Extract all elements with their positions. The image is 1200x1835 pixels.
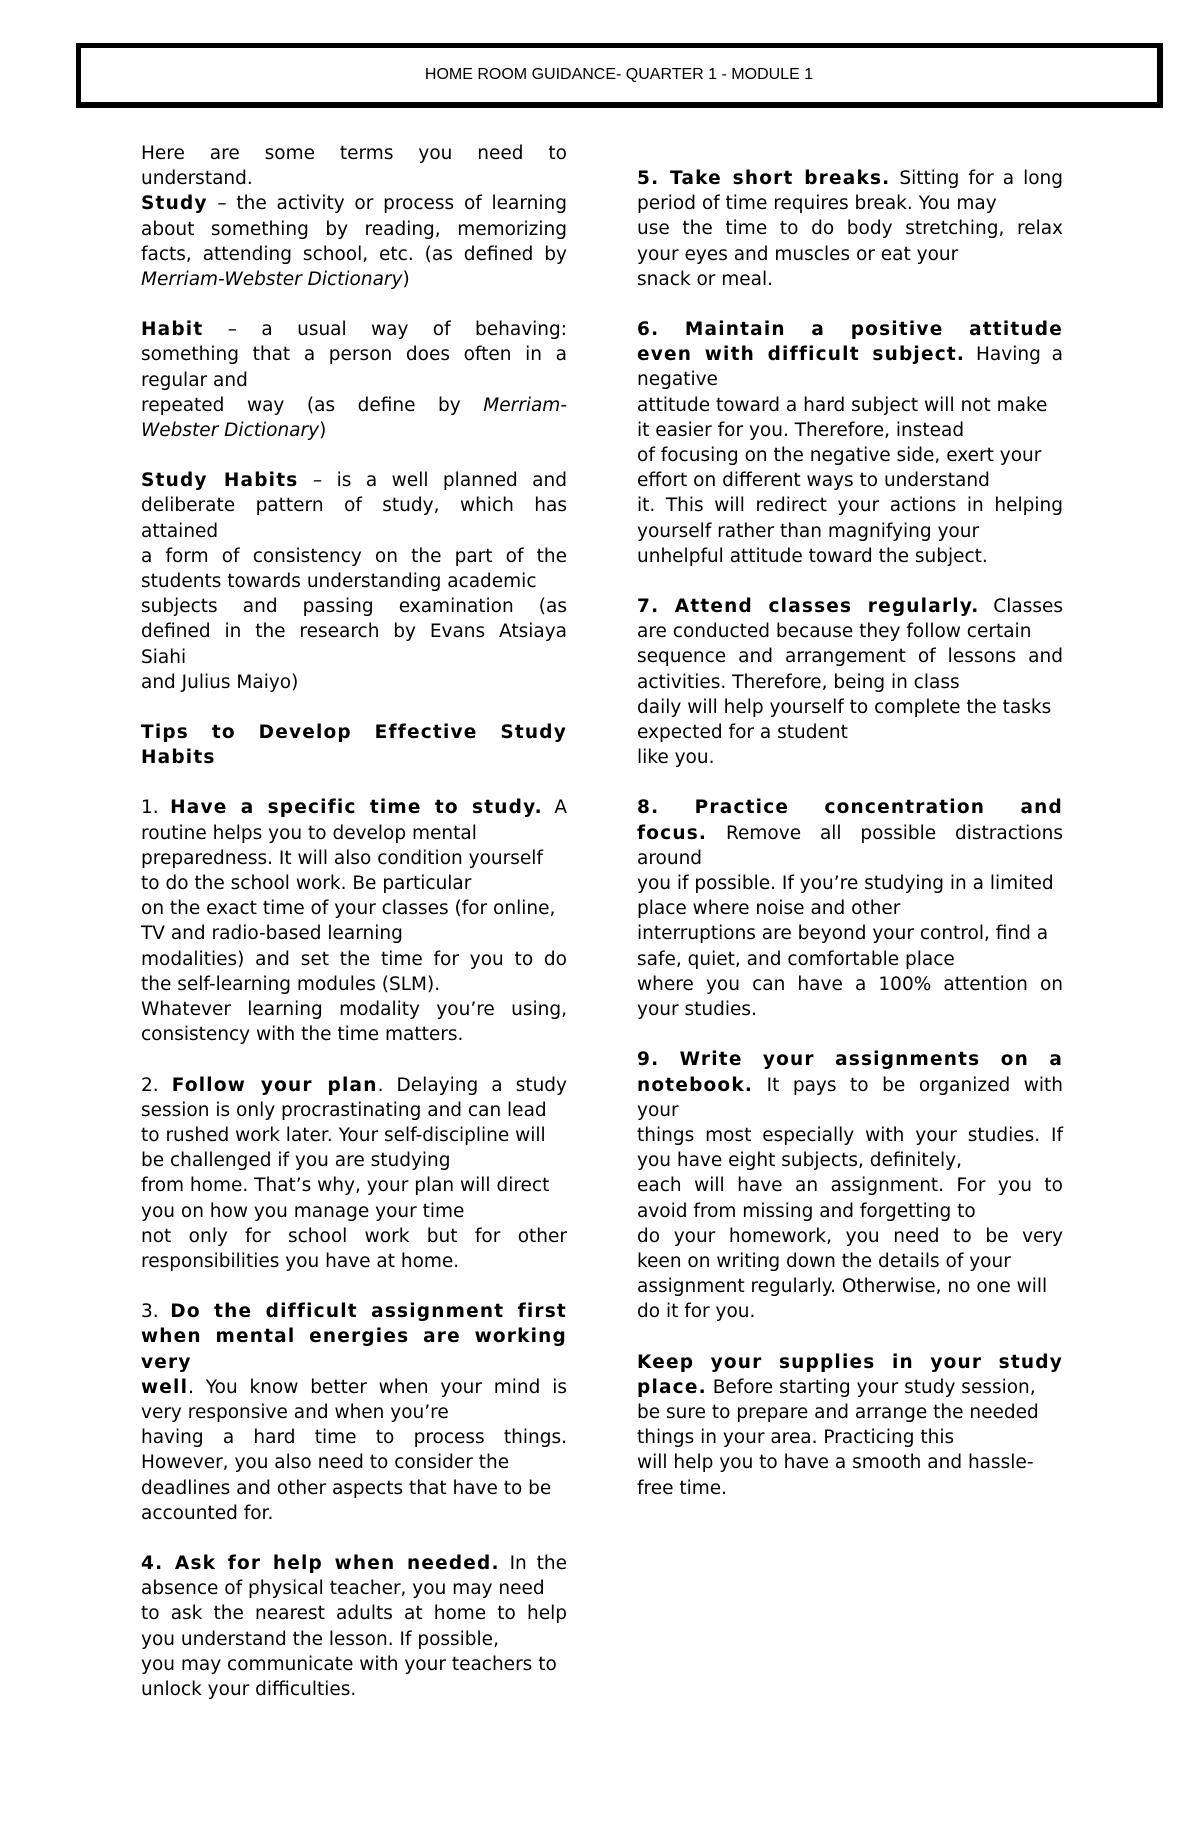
tip-heading: Have a specific time to study. <box>170 797 543 819</box>
tip-line: you may communicate with your teachers to <box>141 1653 557 1675</box>
intro-line: Here are some terms you need to <box>141 143 567 164</box>
tip-line: to do the school work. Be particular <box>141 873 472 895</box>
tip-line: to rushed work later. Your self-discipline will <box>141 1124 546 1146</box>
tip-line: your studies. <box>637 999 757 1021</box>
tip-line: it easier for you. Therefore, instead <box>637 419 965 441</box>
source-citation: Webster Dictionary <box>141 420 320 442</box>
tip-line: daily will help yourself to complete the tasks <box>637 696 1052 718</box>
tip-heading: 7. Attend classes regularly. <box>637 596 980 618</box>
tip-line: routine helps you to develop mental <box>141 822 477 844</box>
tip-9 <box>637 1047 1063 1072</box>
tip-line: snack or meal. <box>637 268 774 290</box>
tip-line: on the exact time of your classes (for online, <box>141 898 556 920</box>
tip-line: will help you to have a smooth and hassle- <box>637 1452 1034 1474</box>
definition-line: attained <box>141 520 219 542</box>
tip-line: even with difficult subject. Having a <box>637 344 1064 366</box>
definition-line: and Julius Maiyo) <box>141 671 299 693</box>
tip-line: accounted for. <box>141 1502 274 1524</box>
definition-study: Study – the activity or process of learning <box>141 193 567 215</box>
section-title: Tips to Develop Effective Study <box>141 722 567 744</box>
tip-line: consistency with the time matters. <box>141 1024 464 1046</box>
tip-heading-line: very <box>141 1351 192 1373</box>
tip-line: TV and radio-based learning <box>141 923 403 945</box>
tip-line: be sure to prepare and arrange the needed <box>637 1401 1039 1423</box>
term-habit: Habit <box>141 319 204 341</box>
tip-line: use the time to do body stretching, relax <box>637 218 1063 240</box>
tip-line: avoid from missing and forgetting to <box>637 1200 976 1222</box>
definition-line: Webster Dictionary) <box>141 420 327 442</box>
term-study-habits: Study Habits <box>141 470 299 492</box>
tip-4: 4. Ask for help when needed. In the <box>141 1552 567 1574</box>
tip-6 <box>637 317 1063 342</box>
tip-10 <box>637 1350 1063 1375</box>
tip-line: be challenged if you are studying <box>141 1150 451 1172</box>
tip-heading-line: when mental energies are working <box>141 1326 567 1348</box>
tip-line: very responsive and when you’re <box>141 1401 449 1423</box>
tip-line: attitude toward a hard subject will not make <box>637 394 1048 416</box>
tip-1: 1. Have a specific time to study. A <box>141 797 567 819</box>
tip-line: are conducted because they follow certain <box>637 621 1032 643</box>
tip-heading: 4. Ask for help when needed. <box>141 1552 500 1574</box>
tip-line: where you can have a 100% attention on <box>637 973 1063 995</box>
definition-line: facts, attending school, etc. (as defined by <box>141 243 567 265</box>
tip-line: unhelpful attitude toward the subject. <box>637 545 988 567</box>
tip-7: 7. Attend classes regularly. Classes <box>637 596 1063 618</box>
tip-line: it. This will redirect your actions in helping <box>637 495 1063 517</box>
definition-study-habits: Study Habits – is a well planned and <box>141 470 567 492</box>
definition-line: about something by reading, memorizing <box>141 218 567 240</box>
tip-line: expected for a student <box>637 722 848 744</box>
tip-line: session is only procrastinating and can lead <box>141 1099 547 1121</box>
definition-line: a form of consistency on the part of the <box>141 545 567 567</box>
tip-line: interruptions are beyond your control, find a <box>637 923 1049 945</box>
tip-heading: Keep your supplies in your study <box>637 1351 1063 1373</box>
tip-line: your eyes and muscles or eat your <box>637 243 959 265</box>
header-title: HOME ROOM GUIDANCE- QUARTER 1 - MODULE 1 <box>424 66 814 83</box>
tip-line: each will have an assignment. For you to <box>637 1175 1063 1197</box>
definition-line: students towards understanding academic <box>141 571 537 593</box>
tip-line: do your homework, you need to be very <box>637 1225 1063 1247</box>
intro-line: understand. <box>141 168 253 190</box>
definition-line: Merriam-Webster Dictionary) <box>141 269 410 291</box>
tip-line: modalities) and set the time for you to do <box>141 948 567 970</box>
tip-line: your <box>637 1099 679 1121</box>
tip-line: preparedness. It will also condition yourself <box>141 847 543 869</box>
tip-line: effort on different ways to understand <box>637 470 990 492</box>
tip-line: sequence and arrangement of lessons and <box>637 646 1063 668</box>
tip-8 <box>637 795 1063 820</box>
tip-line: negative <box>637 369 718 391</box>
tip-line: around <box>637 847 703 869</box>
tip-heading: 9. Write your assignments on a <box>637 1049 1063 1071</box>
tip-line: things most especially with your studies. If <box>637 1124 1063 1146</box>
tip-line: place where noise and other <box>637 898 901 920</box>
tip-line: However, you also need to consider the <box>141 1452 510 1474</box>
tip-line: free time. <box>637 1477 728 1499</box>
tip-line: responsibilities you have at home. <box>141 1250 460 1272</box>
tip-line: like you. <box>637 747 715 769</box>
definition-line: regular and <box>141 369 248 391</box>
left-column <box>141 141 567 1702</box>
tip-3: 3. Do the difficult assignment first <box>141 1301 567 1323</box>
tip-heading: Do the difficult assignment first <box>170 1301 567 1323</box>
tip-line: Whatever learning modality you’re using, <box>141 999 567 1021</box>
tip-line: period of time requires break. You may <box>637 193 997 215</box>
definition-habit: Habit – a usual way of behaving: <box>141 319 567 341</box>
tip-line: keen on writing down the details of your <box>637 1250 1011 1272</box>
definition-line: repeated way (as define by Merriam- <box>141 394 567 416</box>
tip-line: things in your area. Practicing this <box>637 1427 955 1449</box>
tip-line: not only for school work but for other <box>141 1225 567 1247</box>
tip-line: having a hard time to process things. <box>141 1427 567 1449</box>
tip-heading: 6. Maintain a positive attitude <box>637 319 1063 341</box>
tip-heading: 5. Take short breaks. <box>637 168 891 189</box>
tip-line: you on how you manage your time <box>141 1200 465 1222</box>
tip-line: of focusing on the negative side, exert your <box>637 445 1042 467</box>
tip-2: 2. Follow your plan. Delaying a study <box>141 1074 567 1096</box>
tip-line: well. You know better when your mind is <box>141 1376 567 1398</box>
tip-line: do it for you. <box>637 1301 756 1323</box>
definition-line: subjects and passing examination (as <box>141 596 567 618</box>
section-title: Habits <box>141 747 216 769</box>
module-header <box>76 43 1163 108</box>
tip-heading: Follow your plan <box>171 1074 378 1096</box>
tip-line: assignment regularly. Otherwise, no one will <box>637 1276 1048 1298</box>
tip-line: you if possible. If you’re studying in a limited <box>637 873 1054 895</box>
definition-line: Siahi <box>141 646 187 668</box>
tip-line: focus. Remove all possible distractions <box>637 822 1063 844</box>
tip-line: notebook. It pays to be organized with <box>637 1074 1063 1096</box>
tip-line: unlock your difficulties. <box>141 1678 357 1700</box>
tip-line: place. Before starting your study session, <box>637 1376 1036 1398</box>
tip-line: absence of physical teacher, you may need <box>141 1578 545 1600</box>
tip-line: activities. Therefore, being in class <box>637 671 960 693</box>
right-column <box>637 166 1063 1501</box>
tip-line: safe, quiet, and comfortable place <box>637 948 955 970</box>
definition-line: defined in the research by Evans Atsiaya <box>141 621 567 643</box>
tip-line: yourself rather than magnifying your <box>637 520 980 542</box>
tip-heading: 8. Practice concentration and <box>637 797 1063 819</box>
source-citation: Merriam-Webster Dictionary <box>141 269 403 291</box>
source-citation: Merriam- <box>483 394 567 416</box>
tip-line: you have eight subjects, definitely, <box>637 1150 962 1172</box>
definition-line: deliberate pattern of study, which has <box>141 495 567 517</box>
tip-line: you understand the lesson. If possible, <box>141 1628 499 1650</box>
tip-line: from home. That’s why, your plan will direct <box>141 1175 550 1197</box>
definition-line: something that a person does often in a <box>141 344 567 366</box>
tip-5: 5. Take short breaks. Sitting for a long <box>637 168 1063 189</box>
tip-line: deadlines and other aspects that have to be <box>141 1477 552 1499</box>
tip-line: the self-learning modules (SLM). <box>141 973 441 995</box>
term-study: Study <box>141 193 208 215</box>
tip-line: to ask the nearest adults at home to help <box>141 1603 567 1625</box>
